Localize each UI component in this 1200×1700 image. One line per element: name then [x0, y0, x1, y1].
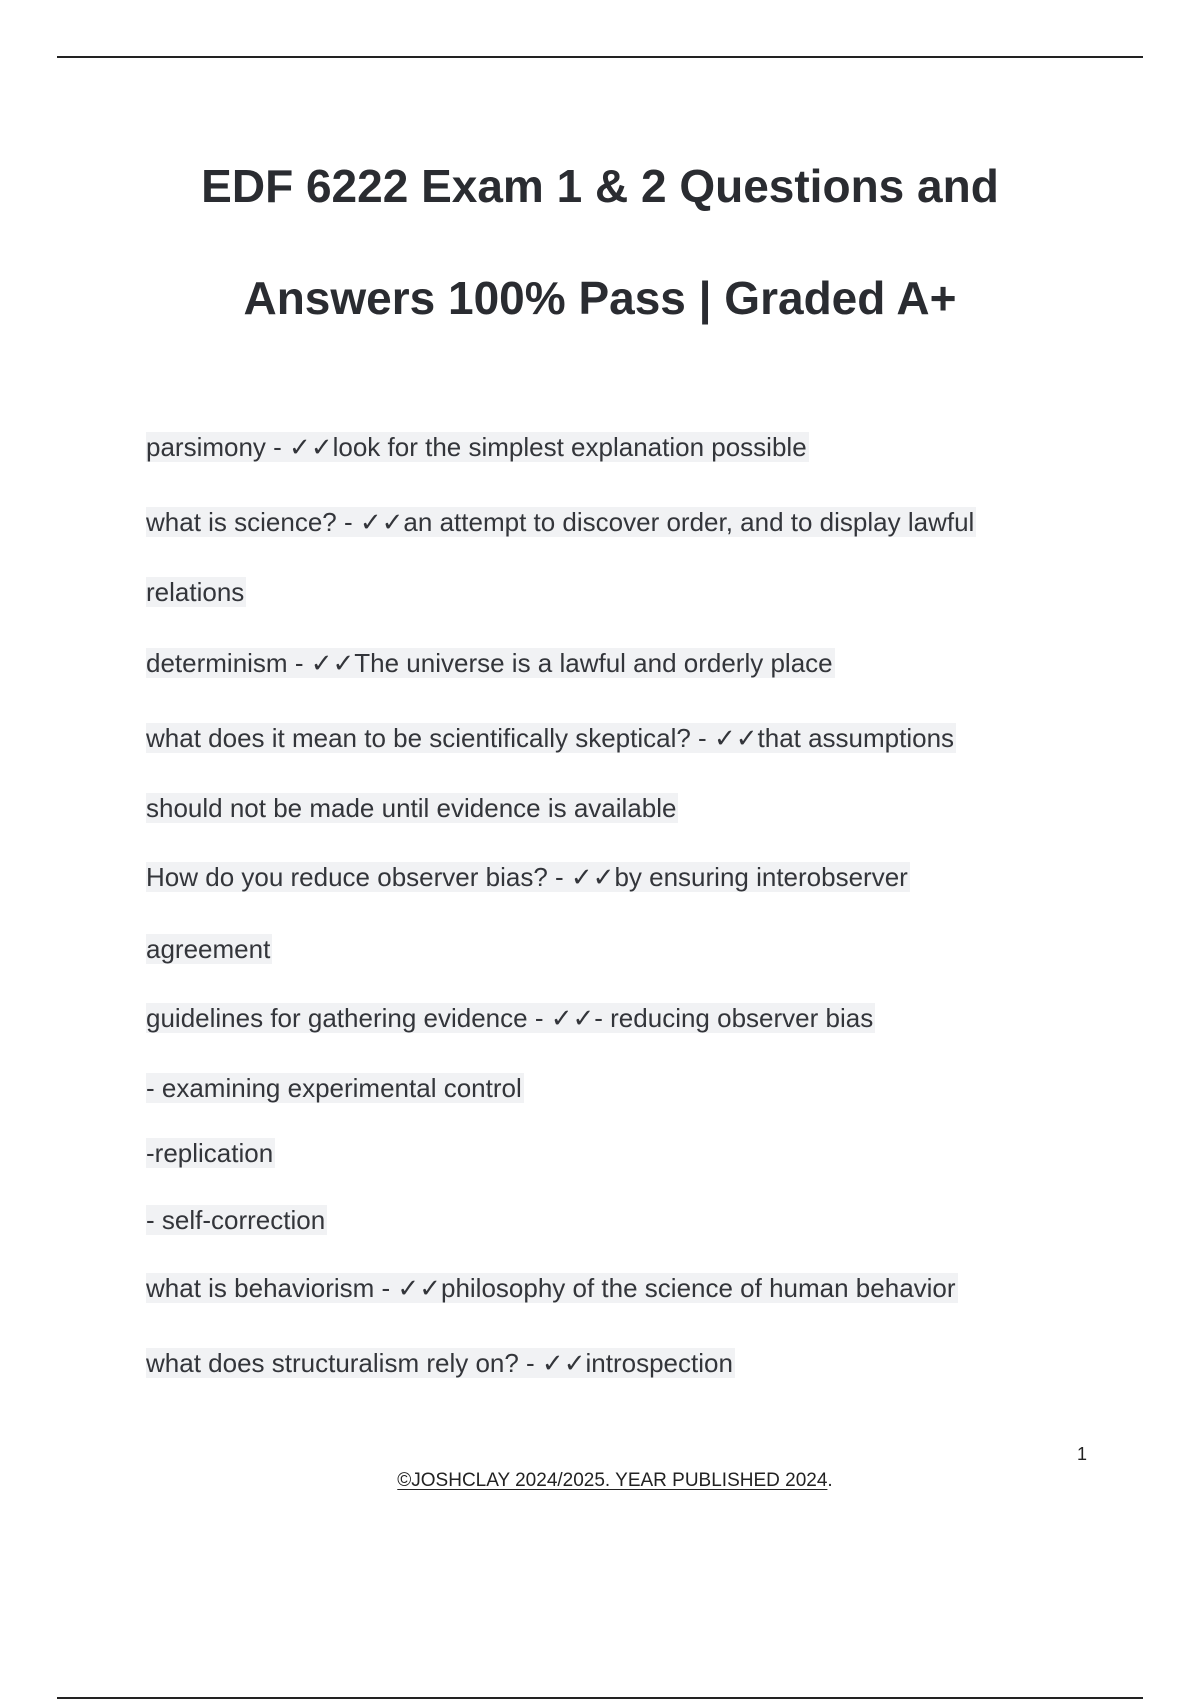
- text-line: what does structuralism rely on? - ✓✓introspection: [146, 1348, 733, 1378]
- bottom-rule: [57, 1697, 1143, 1699]
- copyright-suffix: .: [827, 1470, 833, 1491]
- copyright-text: ©JOSHCLAY 2024/2025. YEAR PUBLISHED 2024: [397, 1470, 828, 1491]
- text-line: - examining experimental control: [146, 1073, 522, 1103]
- title-line-2: Answers 100% Pass | Graded A+: [243, 272, 957, 324]
- title-line-1: EDF 6222 Exam 1 & 2 Questions and: [201, 160, 999, 212]
- text-line: what is science? - ✓✓an attempt to discover order, and to display lawful: [146, 507, 975, 537]
- document-title: [100, 130, 1100, 354]
- copyright-footer: [0, 1470, 1200, 1492]
- text-line: -replication: [146, 1138, 274, 1168]
- text-line: parsimony - ✓✓look for the simplest explanation possible: [146, 432, 807, 462]
- text-line: guidelines for gathering evidence - ✓✓- reducing observer bias: [146, 1003, 874, 1033]
- text-line: How do you reduce observer bias? - ✓✓by ensuring interobserver: [146, 862, 908, 892]
- text-line: what is behaviorism - ✓✓philosophy of the science of human behavior: [146, 1273, 956, 1303]
- text-line: - self-correction: [146, 1205, 326, 1235]
- text-line: determinism - ✓✓The universe is a lawful and orderly place: [146, 648, 833, 678]
- text-line: agreement: [146, 934, 271, 964]
- text-line: what does it mean to be scientifically skeptical? - ✓✓that assumptions: [146, 723, 955, 753]
- page-number: 1: [1077, 1444, 1088, 1464]
- text-line: should not be made until evidence is available: [146, 793, 677, 823]
- top-rule: [57, 56, 1143, 58]
- text-line: relations: [146, 577, 245, 607]
